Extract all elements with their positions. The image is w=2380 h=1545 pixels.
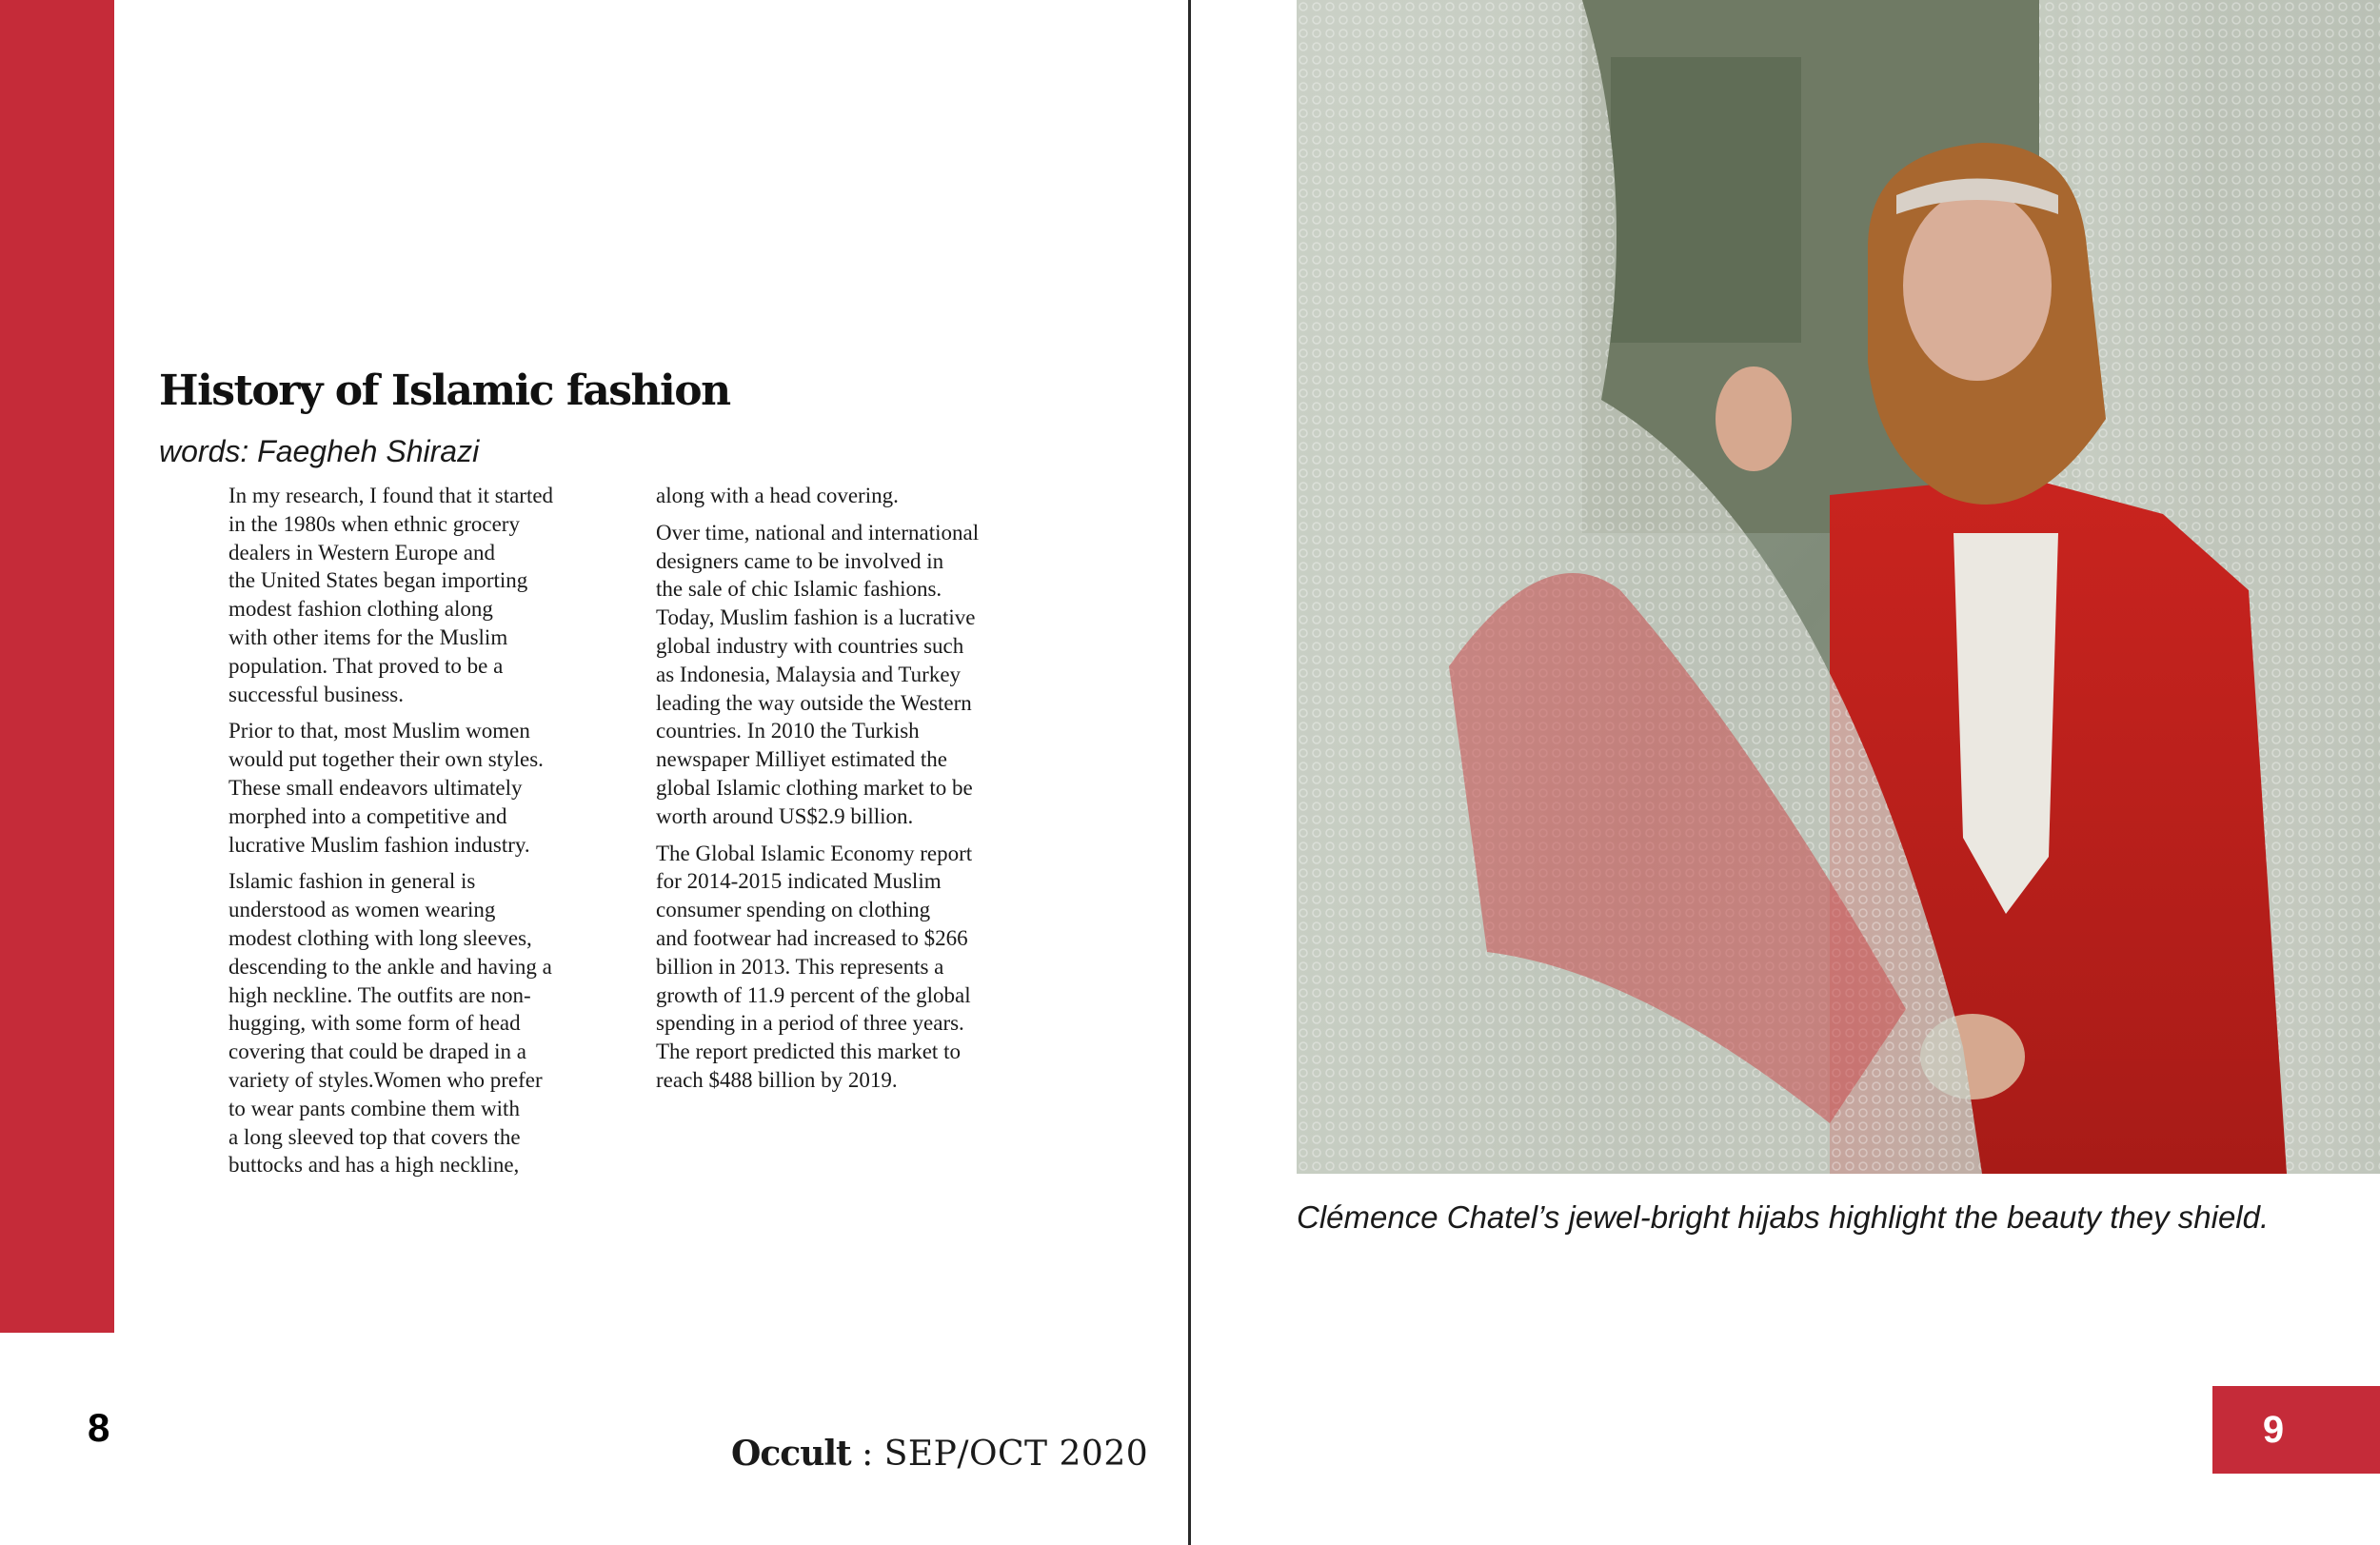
fashion-photo xyxy=(1297,0,2380,1174)
issue-date: SEP/OCT 2020 xyxy=(883,1435,1149,1474)
article-title: History of Islamic fashion xyxy=(159,366,730,415)
page-spine-divider xyxy=(1188,0,1191,1545)
paragraph: The Global Islamic Economy report for 2014-2015 indicated Muslim consumer spending on clothing and footwear had increased to $266 billion in 2013. This represents a growth of 11.9 percent of the global spending in a period of three years. The report predicted this market to reach $488 billion by 2019. xyxy=(656,841,973,1092)
paragraph: along with a head covering. xyxy=(656,484,899,507)
page-number-left: 8 xyxy=(88,1405,110,1450)
page-number-right: 9 xyxy=(2212,1386,2380,1474)
magazine-footer xyxy=(731,1434,1148,1474)
footer-separator: : xyxy=(850,1435,884,1474)
magazine-name: Occult xyxy=(731,1434,851,1474)
paragraph: In my research, I found that it started in the 1980s when ethnic grocery dealers in Western Europe and the United States began importing modest fashion clothing along with other items for the Muslim population. That proved to be a successful business. xyxy=(228,484,554,706)
article-column-1 xyxy=(228,482,638,1188)
photo-caption: Clémence Chatel’s jewel-bright hijabs highlight the beauty they shield. xyxy=(1297,1199,2270,1235)
paragraph: Islamic fashion in general is understood as women wearing modest clothing with long sleeves, descending to the ankle and having a high neckline. The outfits are non- hugging, with some form of head covering that could be draped in a variety of styles.Women who prefer to wear pants combine them with a long sleeved top that covers the buttocks and has a high neckline, xyxy=(228,869,552,1178)
article-column-2 xyxy=(656,482,1065,1103)
article-byline: words: Faegheh Shirazi xyxy=(159,434,480,468)
paragraph: Prior to that, most Muslim women would put together their own styles. These small endeavors ultimately morphed into a competitive and lucrative Muslim fashion industry. xyxy=(228,719,544,857)
red-margin-bar xyxy=(0,0,114,1333)
paragraph: Over time, national and international designers came to be involved in the sale of chic Islamic fashions. Today, Muslim fashion is a lucrative global industry with countries such as Indonesia, Malaysia and Turkey leading the way outside the Western countries. In 2010 the Turkish newspaper Milliyet estimated the global Islamic clothing market to be worth around US$2.9 billion. xyxy=(656,520,980,828)
